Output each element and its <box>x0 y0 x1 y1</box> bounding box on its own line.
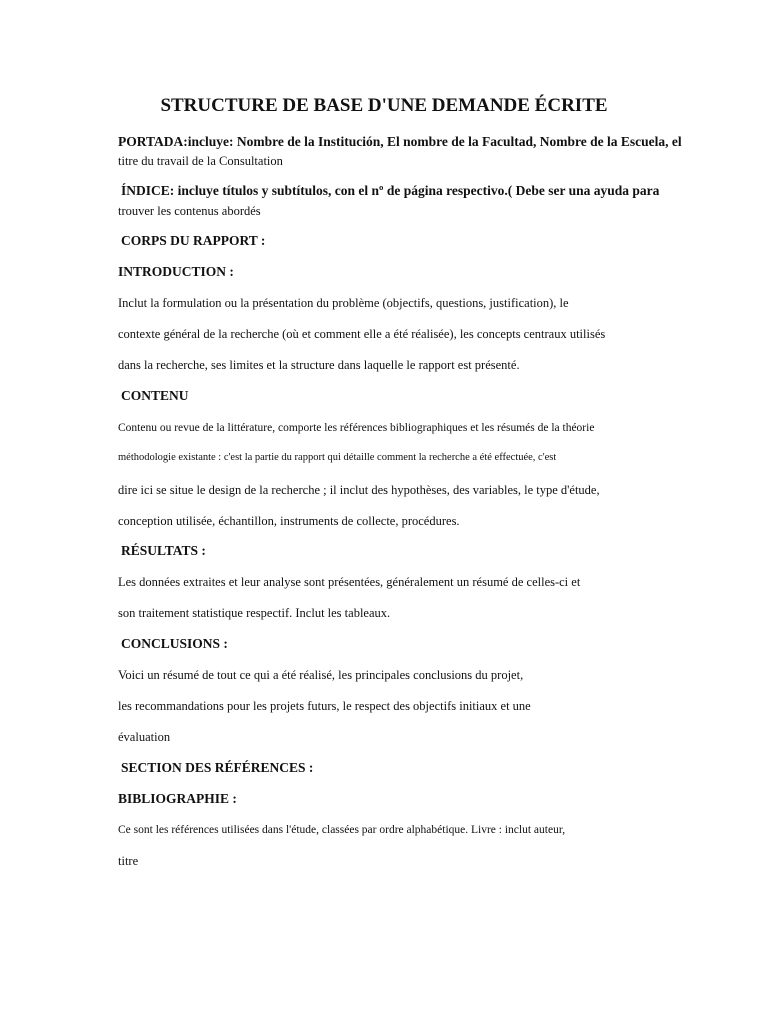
resultats-line-2: son traitement statistique respectif. Inclut les tableaux. <box>118 606 391 620</box>
conclusions-heading: CONCLUSIONS : <box>121 636 228 651</box>
references-heading: SECTION DES RÉFÉRENCES : <box>121 760 314 775</box>
contenu-line-4: conception utilisée, échantillon, instruments de collecte, procédures. <box>118 514 460 528</box>
indice-bold-line: ÍNDICE: incluye títulos y subtítulos, con el nº de página respectivo.( Debe ser una ayuda para <box>121 183 660 198</box>
conclusions-line-2: les recommandations pour les projets futurs, le respect des objectifs initiaux et une <box>118 699 531 713</box>
bibliographie-line-1: Ce sont les références utilisées dans l'étude, classées par ordre alphabétique. Livre : inclut auteur, <box>118 824 566 836</box>
contenu-line-2: méthodologie existante : c'est la partie du rapport qui détaille comment la recherche a été effectuée, c'est <box>118 452 557 463</box>
contenu-line-3: dire ici se situe le design de la recherche ; il inclut des hypothèses, des variables, le type d'étude, <box>118 483 600 497</box>
bibliographie-line-2: titre <box>118 854 139 868</box>
introduction-line-3: dans la recherche, ses limites et la structure dans laquelle le rapport est présenté. <box>118 358 520 372</box>
contenu-line-1: Contenu ou revue de la littérature, comporte les références bibliographiques et les résumés de la théorie <box>118 422 595 434</box>
indice-normal-line: trouver les contenus abordés <box>118 204 261 218</box>
portada-bold-line: PORTADA:incluye: Nombre de la Institución, El nombre de la Facultad, Nombre de la Escuela, el <box>118 134 682 149</box>
bibliographie-heading: BIBLIOGRAPHIE : <box>118 791 237 806</box>
introduction-heading: INTRODUCTION : <box>118 264 234 279</box>
portada-normal-line: titre du travail de la Consultation <box>118 154 283 168</box>
contenu-heading: CONTENU <box>121 388 189 403</box>
conclusions-line-3: évaluation <box>118 730 171 744</box>
resultats-heading: RÉSULTATS : <box>121 543 206 558</box>
corps-heading: CORPS DU RAPPORT : <box>121 233 266 248</box>
conclusions-line-1: Voici un résumé de tout ce qui a été réalisé, les principales conclusions du projet, <box>118 668 524 682</box>
document-title: STRUCTURE DE BASE D'UNE DEMANDE ÉCRITE <box>160 95 608 116</box>
introduction-line-1: Inclut la formulation ou la présentation du problème (objectifs, questions, justification), le <box>118 296 569 310</box>
resultats-line-1: Les données extraites et leur analyse sont présentées, généralement un résumé de celles-ci et <box>118 575 581 589</box>
introduction-line-2: contexte général de la recherche (où et comment elle a été réalisée), les concepts centraux utilisés <box>118 327 606 341</box>
